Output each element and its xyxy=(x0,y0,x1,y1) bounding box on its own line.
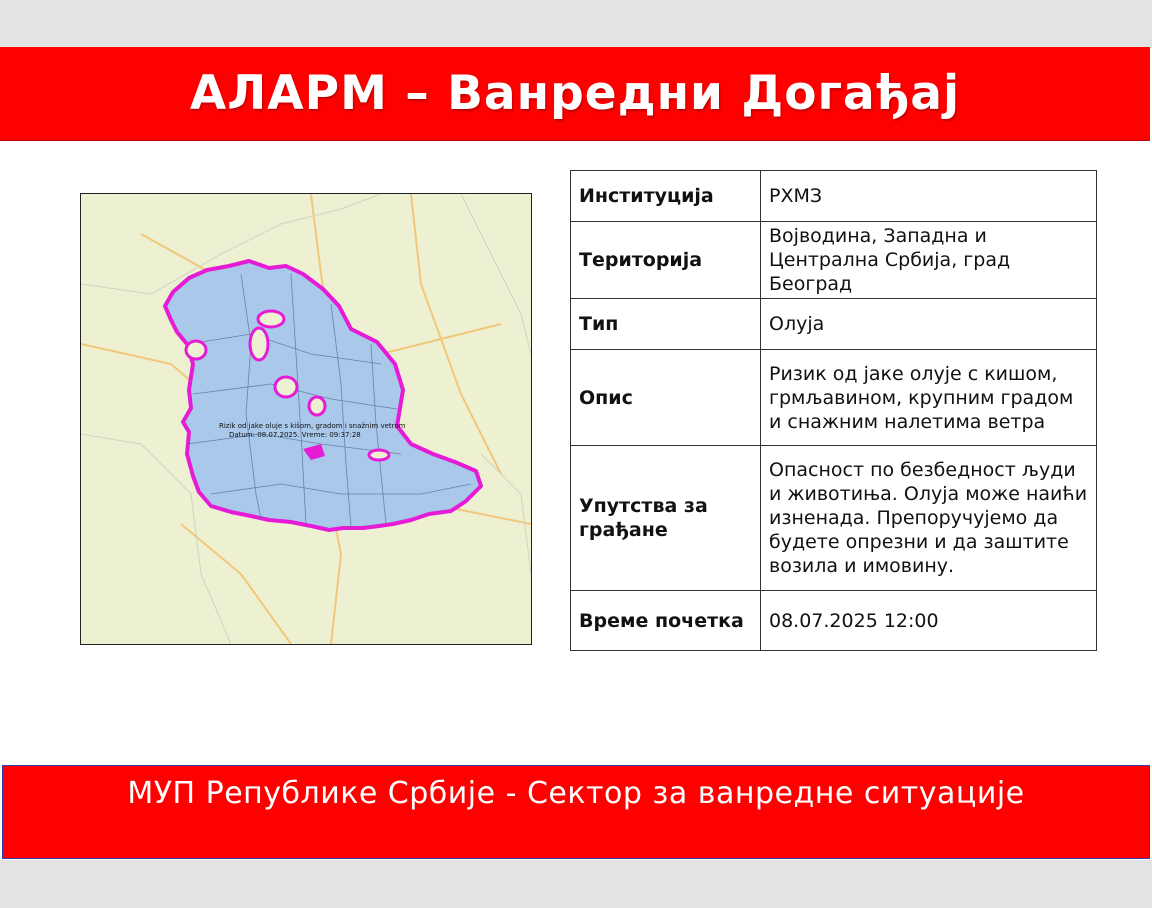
footer-text: МУП Републике Србије - Сектор за ванредне ситуације xyxy=(127,776,1025,811)
info-value: Опасност по безбедност људи и животиња. Олуја може наићи изненада. Препоручујемо да будете опрезни и да заштите возила и имовину. xyxy=(761,446,1097,591)
info-value: Војводина, Западна и Централна Србија, град Београд xyxy=(761,222,1097,299)
alert-info-table xyxy=(570,170,1097,651)
alert-map-graphic xyxy=(81,194,531,644)
info-label: Институција xyxy=(571,171,761,222)
info-row-start-time xyxy=(571,591,1097,651)
info-label: Време почетка xyxy=(571,591,761,651)
info-value: Олуја xyxy=(761,299,1097,350)
info-label: Територија xyxy=(571,222,761,299)
info-row-type xyxy=(571,299,1097,350)
info-label: Упутства за грађане xyxy=(571,446,761,591)
footer-banner xyxy=(2,765,1150,859)
info-value: 08.07.2025 12:00 xyxy=(761,591,1097,651)
info-label: Тип xyxy=(571,299,761,350)
info-row-territory xyxy=(571,222,1097,299)
alarm-header-banner xyxy=(0,47,1150,141)
info-value: Ризик од јаке олује с кишом, грмљавином, крупним градом и снажним налетима ветра xyxy=(761,350,1097,446)
map-overlay-line2: Datum: 08.07.2025. Vreme: 09:37:28 xyxy=(229,431,361,439)
info-row-institution xyxy=(571,171,1097,222)
info-value: РХМЗ xyxy=(761,171,1097,222)
map-overlay-line1: Rizik od jake oluje s kišom, gradom i snažnim vetrom xyxy=(219,422,406,430)
info-row-instructions xyxy=(571,446,1097,591)
alert-map xyxy=(80,193,532,645)
info-label: Опис xyxy=(571,350,761,446)
alarm-title: АЛАРМ – Ванредни Догађај xyxy=(189,66,961,121)
info-row-description xyxy=(571,350,1097,446)
